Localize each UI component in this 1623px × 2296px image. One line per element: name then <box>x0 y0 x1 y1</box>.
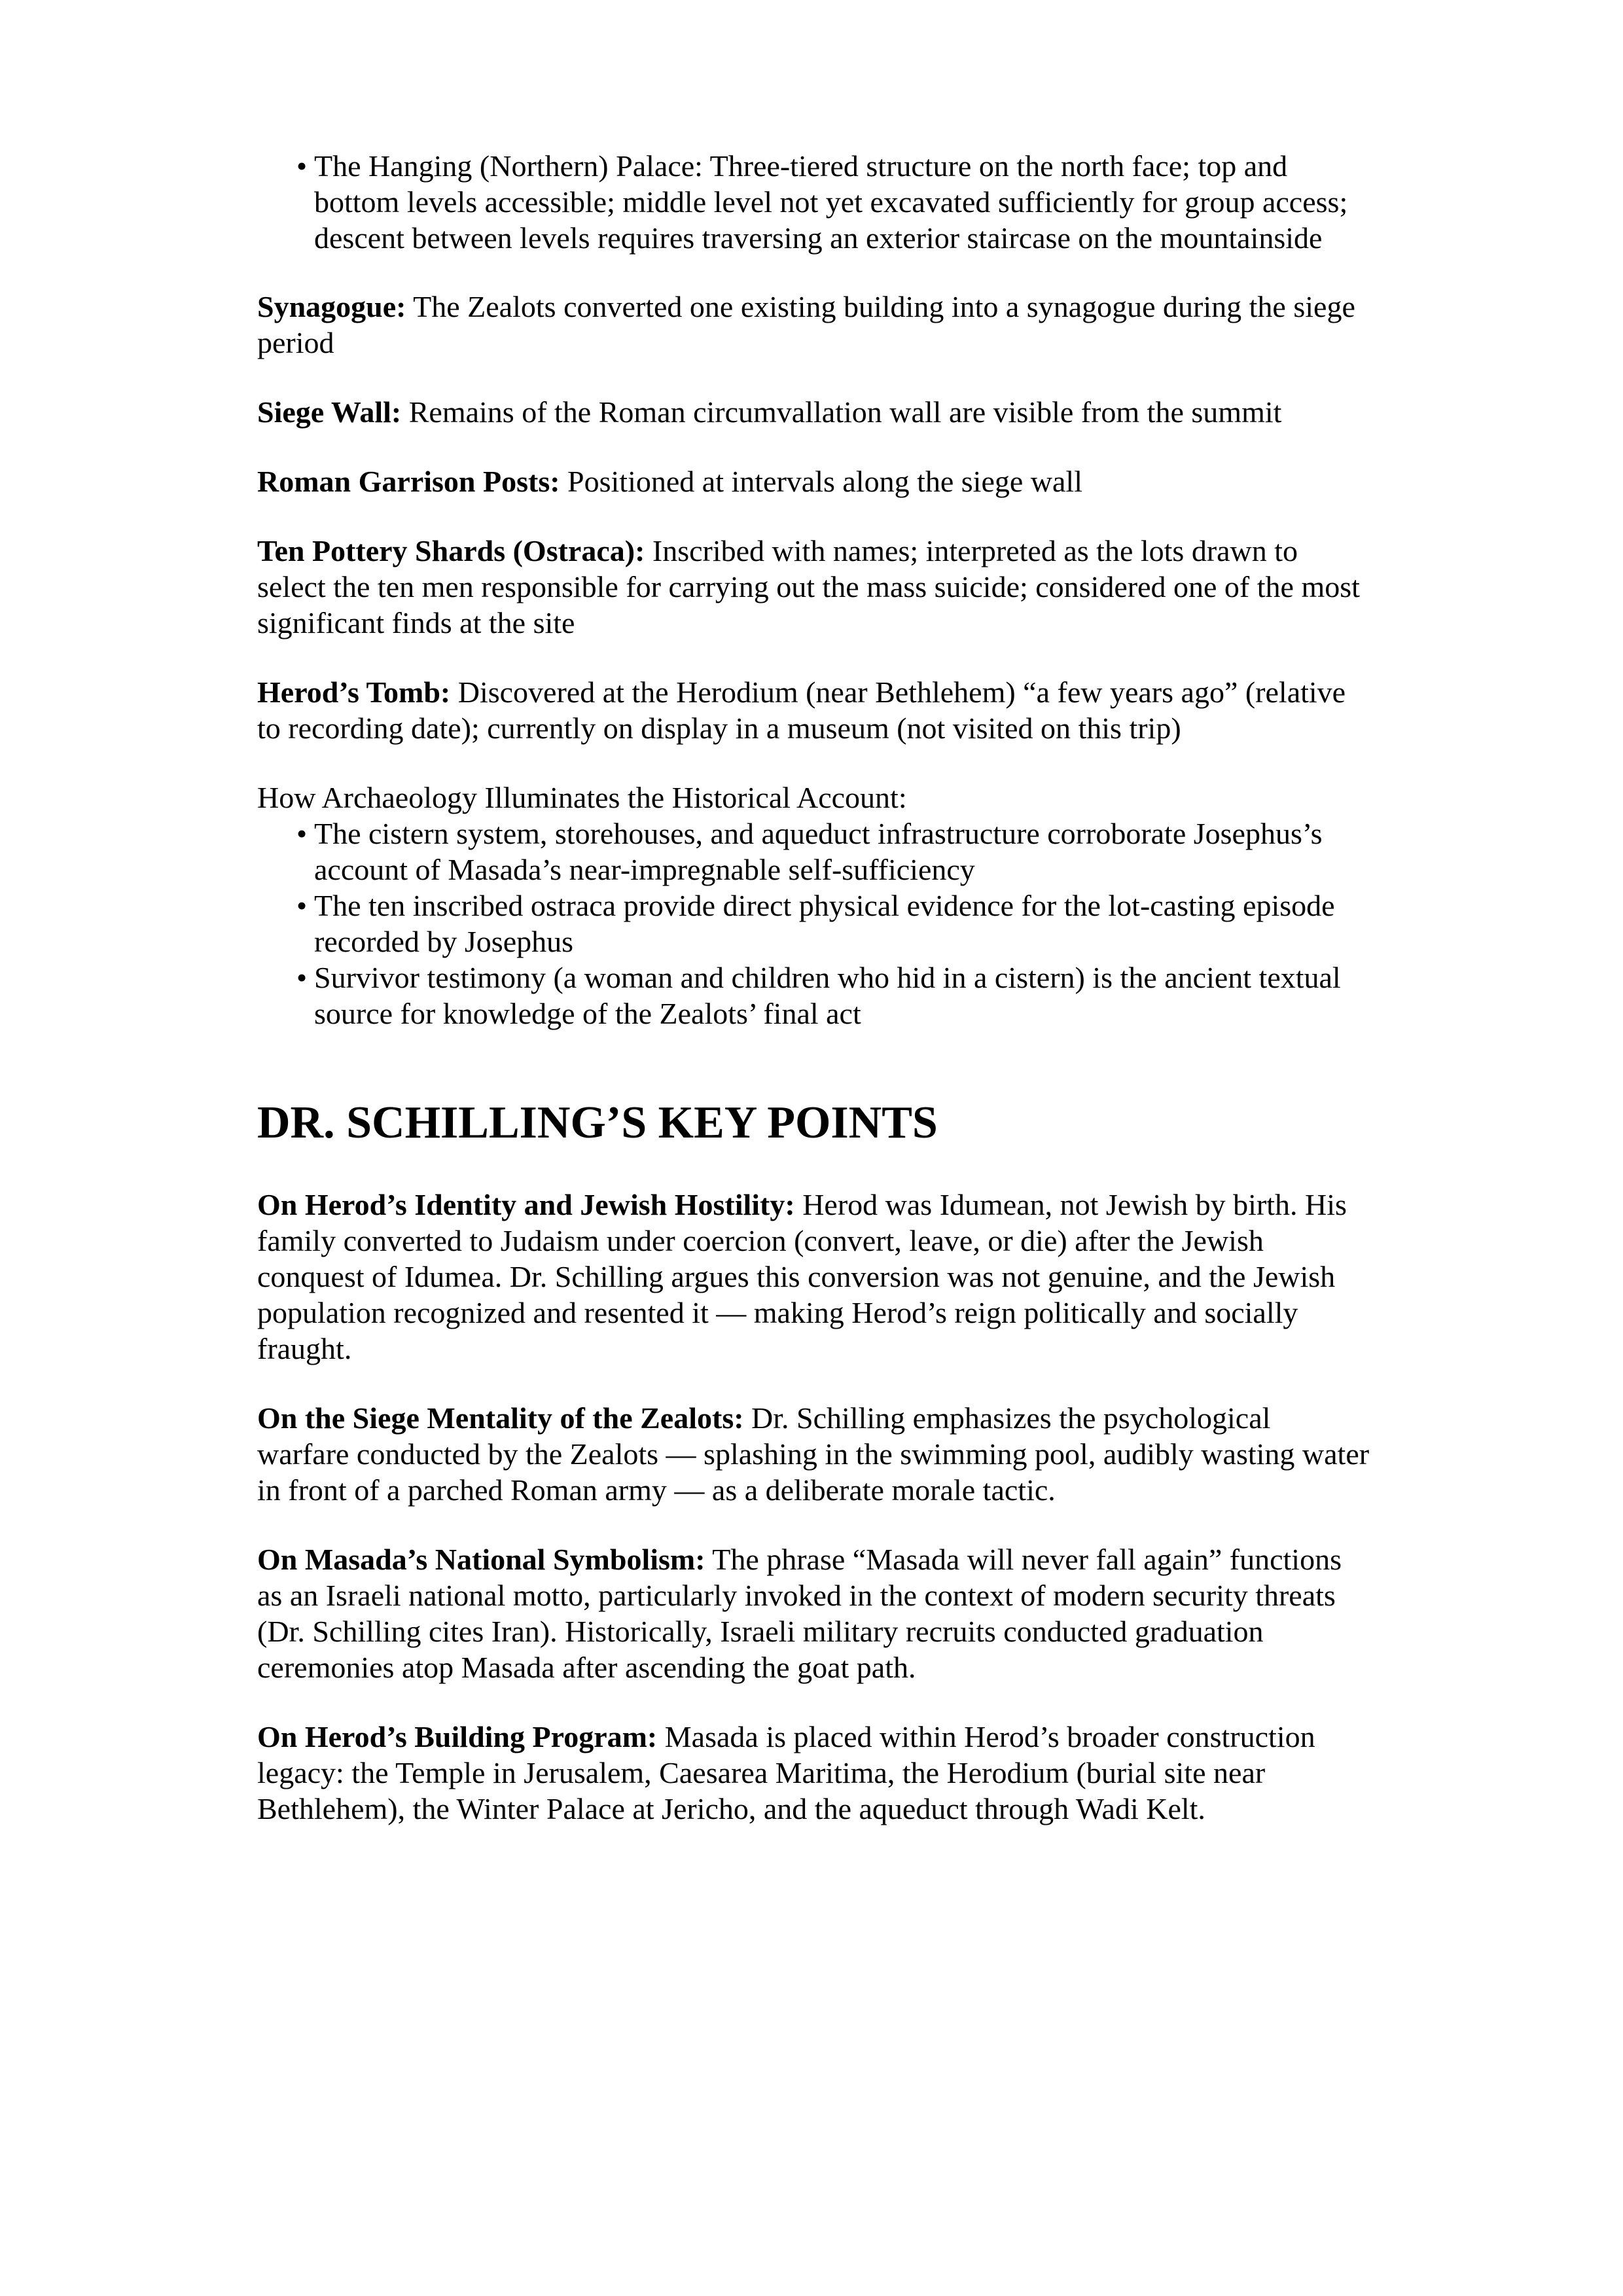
key-point-label: On the Siege Mentality of the Zealots: <box>257 1401 744 1435</box>
key-point-label: On Herod’s Identity and Jewish Hostility: <box>257 1188 795 1221</box>
key-point-herods-identity <box>257 1187 1370 1367</box>
archaeology-bullet-list <box>257 816 1370 1031</box>
feature-label: Roman Garrison Posts: <box>257 465 560 498</box>
feature-roman-garrison-posts <box>257 463 1370 499</box>
key-point-text: Herod was Idumean, not Jewish by birth. His family converted to Judaism under coercion (convert, leave, or die) after the Jewish conquest of Idumea. Dr. Schilling argues this conversion was not genuine, and the Jewish population recognized and resented it — making Herod’s reign politically and socially fraught. <box>257 1188 1347 1365</box>
key-point-text: Masada is placed within Herod’s broader construction legacy: the Temple in Jerusalem, Caesarea Maritima, the Herodium (burial site near Bethlehem), the Winter Palace at Jericho, and the aqueduct through Wadi Kelt. <box>257 1720 1315 1825</box>
palace-bullet-list <box>257 148 1370 256</box>
feature-herods-tomb <box>257 674 1370 746</box>
key-point-label: On Herod’s Building Program: <box>257 1720 658 1753</box>
bullet-text: The Hanging (Northern) Palace: Three-tiered structure on the north face; top and bottom levels accessible; middle level not yet excavated sufficiently for group access; descent between levels requires traversing an exterior staircase on the mountainside <box>314 149 1348 255</box>
feature-siege-wall <box>257 394 1370 430</box>
feature-label: Herod’s Tomb: <box>257 675 451 709</box>
key-point-siege-mentality <box>257 1400 1370 1508</box>
document-page <box>257 148 1370 1827</box>
feature-text: Positioned at intervals along the siege wall <box>560 465 1082 498</box>
feature-text: The Zealots converted one existing building into a synagogue during the siege period <box>257 290 1355 359</box>
feature-synagogue <box>257 289 1370 361</box>
bullet-icon: • <box>296 817 308 850</box>
bullet-icon: • <box>296 889 308 922</box>
bullet-icon: • <box>296 961 308 994</box>
key-point-building-program <box>257 1719 1370 1827</box>
feature-text: Remains of the Roman circumvallation wall are visible from the summit <box>401 395 1282 429</box>
key-point-text: Dr. Schilling emphasizes the psychological warfare conducted by the Zealots — splashing in the swimming pool, audibly wasting water in front of a parched Roman army — as a deliberate morale tactic. <box>257 1401 1370 1507</box>
feature-text: Inscribed with names; interpreted as the lots drawn to select the ten men responsible for carrying out the mass suicide; considered one of the most significant finds at the site <box>257 534 1360 639</box>
archaeology-intro: How Archaeology Illuminates the Historical Account: <box>257 781 907 814</box>
section-heading-key-points: DR. SCHILLING’S KEY POINTS <box>257 1098 938 1148</box>
list-item <box>257 888 1370 960</box>
bullet-text: The cistern system, storehouses, and aqueduct infrastructure corroborate Josephus’s account of Masada’s near-impregnable self-sufficiency <box>314 817 1323 886</box>
feature-text: Discovered at the Herodium (near Bethlehem) “a few years ago” (relative to recording date); currently on display in a museum (not visited on this trip) <box>257 675 1346 745</box>
list-item <box>257 148 1370 256</box>
bullet-text: The ten inscribed ostraca provide direct physical evidence for the lot-casting episode recorded by Josephus <box>314 889 1335 958</box>
feature-label: Synagogue: <box>257 290 406 323</box>
list-item <box>257 816 1370 888</box>
key-point-national-symbolism <box>257 1541 1370 1685</box>
bullet-icon: • <box>296 149 308 183</box>
list-item <box>257 960 1370 1031</box>
feature-ten-pottery-shards <box>257 533 1370 641</box>
feature-label: Ten Pottery Shards (Ostraca): <box>257 534 645 567</box>
bullet-text: Survivor testimony (a woman and children who hid in a cistern) is the ancient textual source for knowledge of the Zealots’ final act <box>314 961 1341 1030</box>
key-point-label: On Masada’s National Symbolism: <box>257 1543 705 1576</box>
key-point-text: The phrase “Masada will never fall again” functions as an Israeli national motto, particularly invoked in the context of modern security threats (Dr. Schilling cites Iran). Historically, Israeli military recruits conducted graduation ceremonies atop Masada after ascending the goat path. <box>257 1543 1342 1684</box>
feature-label: Siege Wall: <box>257 395 402 429</box>
